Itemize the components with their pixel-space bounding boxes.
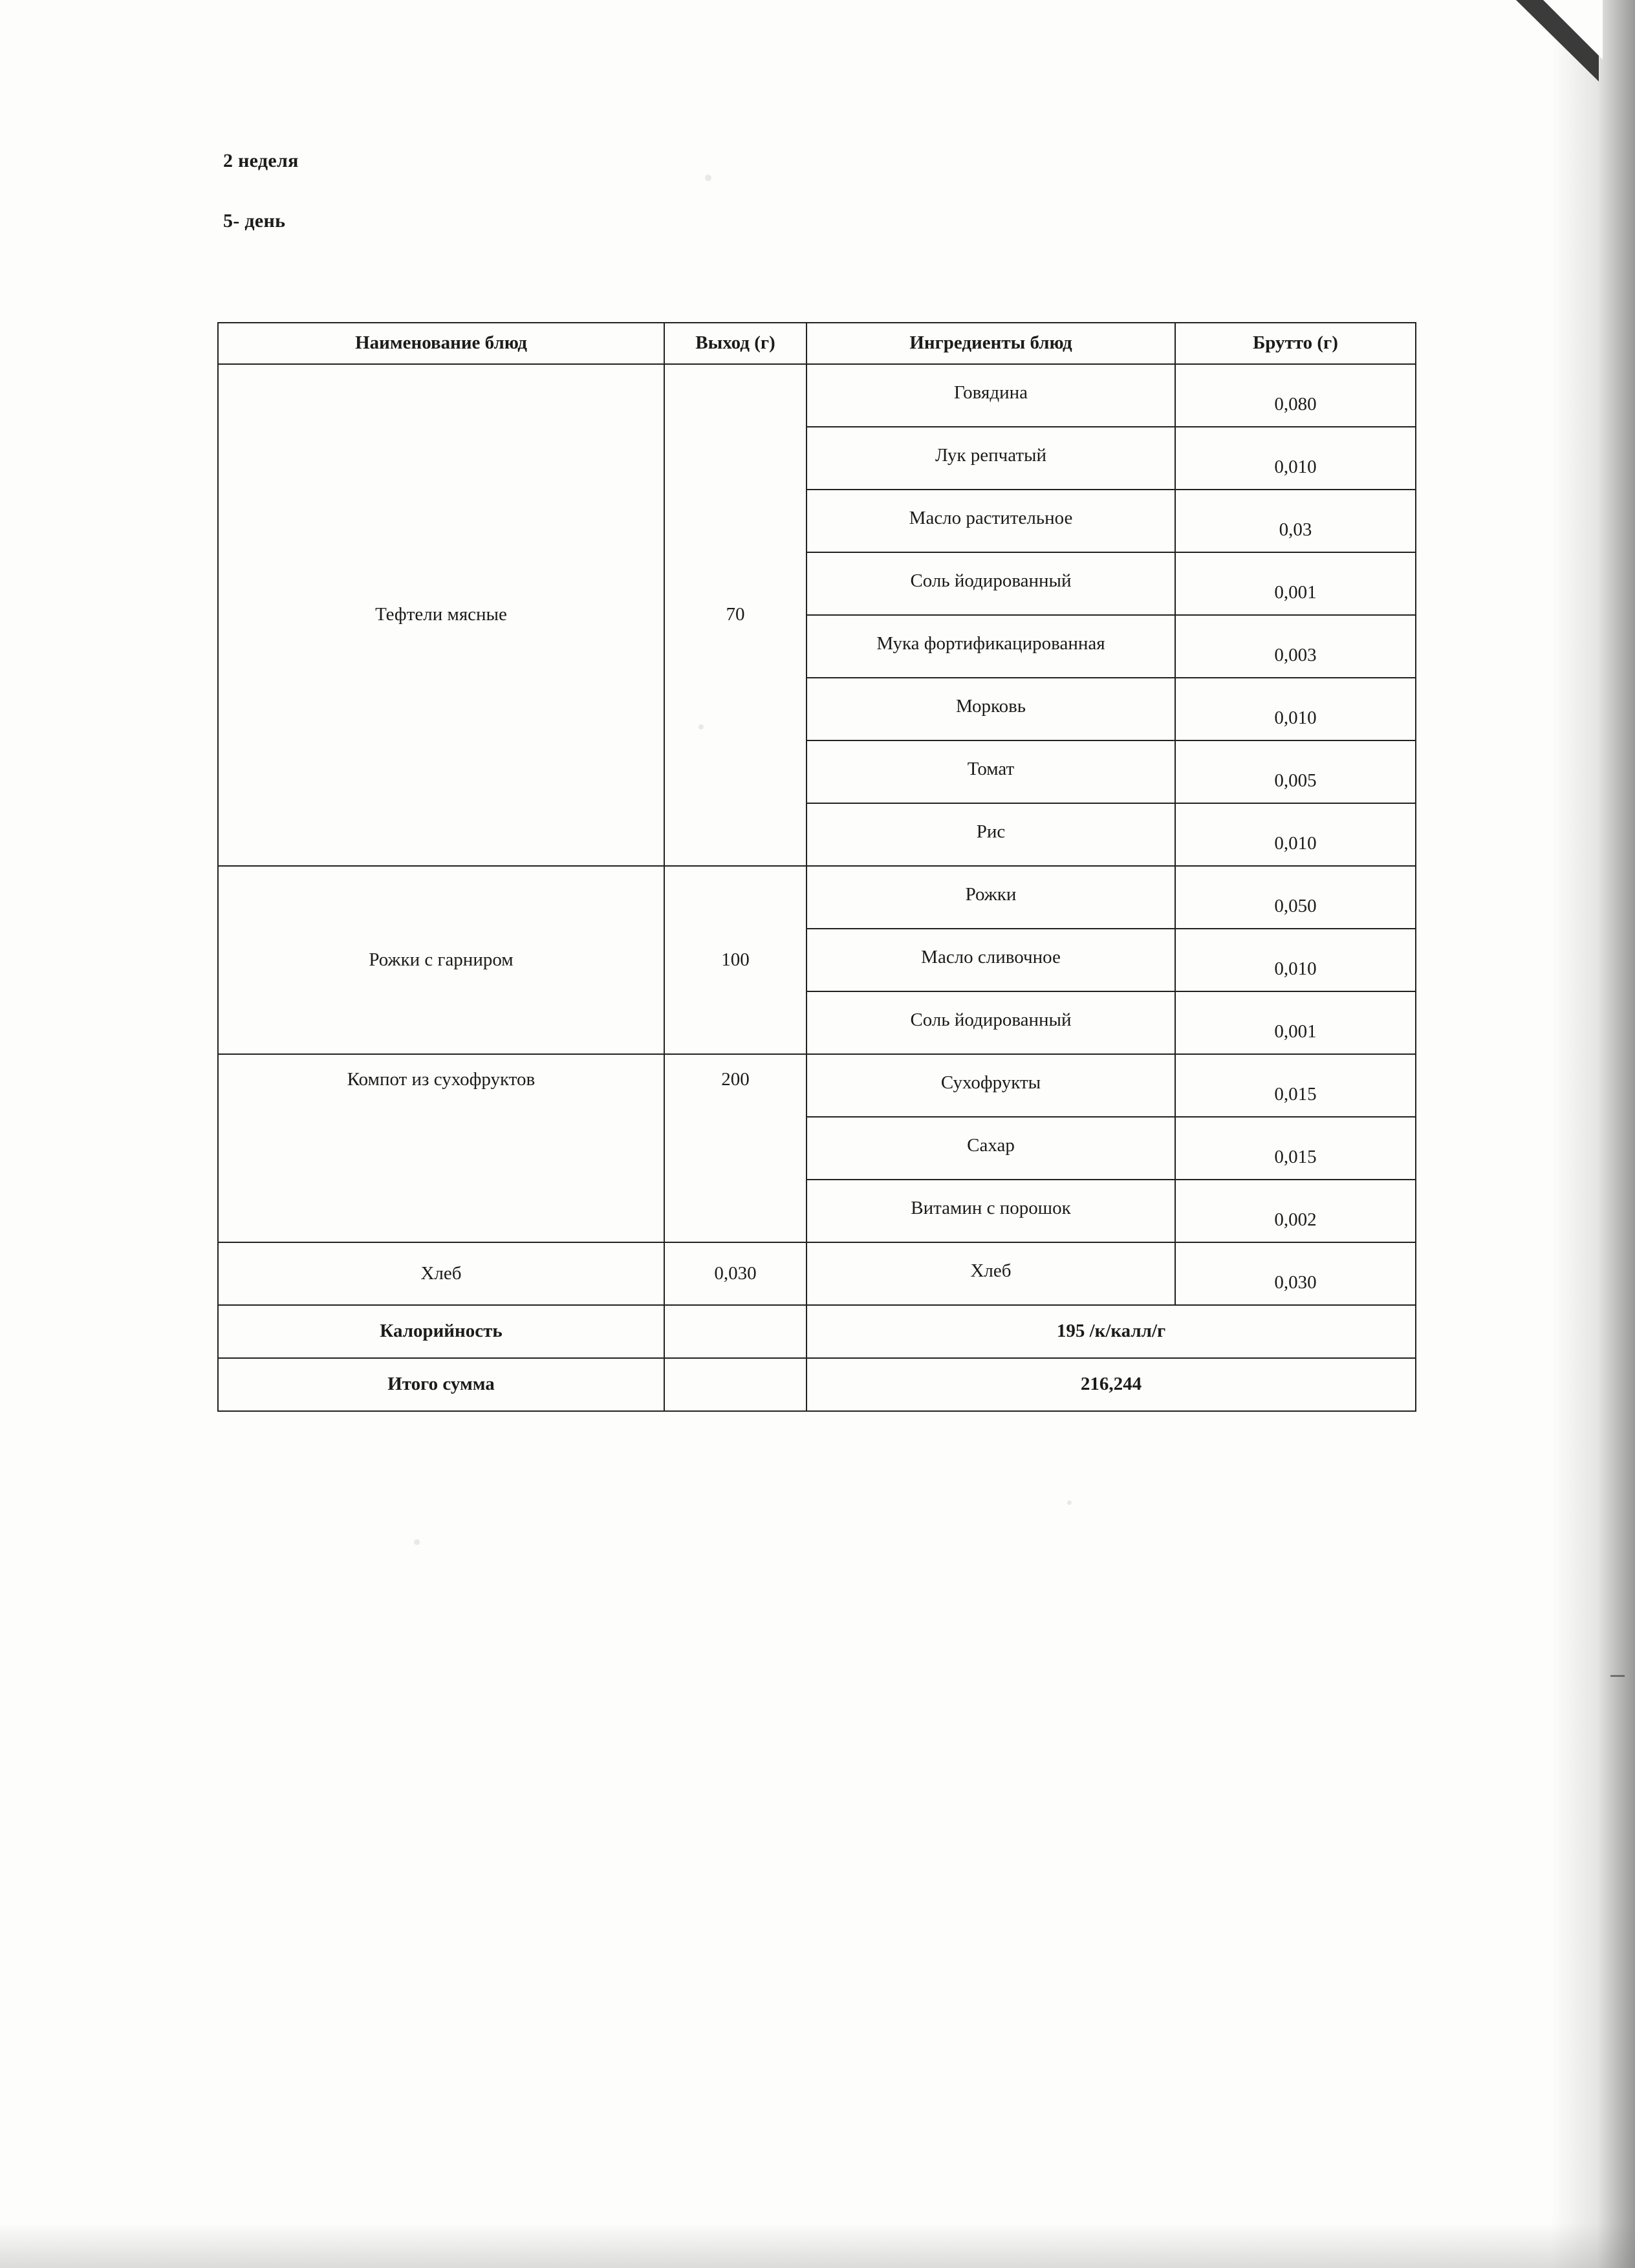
ingredient-name — [807, 1180, 1175, 1242]
scan-bottom-shadow — [0, 2223, 1635, 2268]
scan-folded-corner-inner — [1541, 0, 1603, 59]
scan-folded-corner — [1515, 0, 1599, 81]
ingredient-gross-text: 0,015 — [1274, 1146, 1317, 1167]
ingredient-gross-text: 0,010 — [1274, 456, 1317, 477]
scan-speck — [705, 175, 711, 181]
dish-name: Компот из сухофруктов — [218, 1054, 664, 1242]
ingredient-name-text: Мука фортификацированная — [876, 632, 1105, 654]
summary-output — [664, 1358, 807, 1411]
ingredient-gross-text: 0,002 — [1274, 1209, 1317, 1230]
ingredient-gross-text: 0,015 — [1274, 1083, 1317, 1105]
dish-name: Хлеб — [218, 1242, 664, 1305]
table-header-row — [218, 323, 1416, 364]
ingredient-name — [807, 866, 1175, 929]
ingredient-gross-text: 0,001 — [1274, 1021, 1317, 1042]
summary-label: Итого сумма — [218, 1358, 664, 1411]
ingredient-name — [807, 490, 1175, 552]
ingredient-gross — [1175, 991, 1416, 1054]
dish-name: Тефтели мясные — [218, 364, 664, 866]
ingredient-name — [807, 929, 1175, 991]
ingredient-name-text: Сахар — [967, 1134, 1015, 1156]
ingredient-name-text: Масло растительное — [909, 507, 1073, 528]
ingredient-gross-text: 0,03 — [1279, 519, 1312, 540]
ingredient-gross-text: 0,005 — [1274, 770, 1317, 791]
ingredient-gross — [1175, 866, 1416, 929]
ingredient-name-text: Соль йодированный — [910, 570, 1072, 591]
ingredient-name-text: Томат — [967, 758, 1015, 779]
table-row — [218, 866, 1416, 929]
summary-value: 195 /к/калл/г — [807, 1305, 1416, 1358]
ingredient-name — [807, 1054, 1175, 1117]
ingredient-gross — [1175, 740, 1416, 803]
header-gross: Брутто (г) — [1175, 323, 1416, 364]
week-label: 2 неделя — [223, 150, 299, 171]
summary-output — [664, 1305, 807, 1358]
ingredient-gross-text: 0,010 — [1274, 958, 1317, 979]
table-row — [218, 1054, 1416, 1117]
ingredient-gross-text: 0,010 — [1274, 707, 1317, 728]
ingredient-gross — [1175, 1054, 1416, 1117]
table-row — [218, 364, 1416, 427]
scan-edge-tick — [1610, 1675, 1625, 1677]
ingredient-name — [807, 1242, 1175, 1305]
scan-right-shadow — [1551, 0, 1635, 2268]
header-dish: Наименование блюд — [218, 323, 664, 364]
ingredient-name — [807, 740, 1175, 803]
ingredient-gross — [1175, 678, 1416, 740]
ingredient-gross — [1175, 1180, 1416, 1242]
summary-label: Калорийность — [218, 1305, 664, 1358]
ingredient-name — [807, 552, 1175, 615]
dish-name: Рожки с гарниром — [218, 866, 664, 1054]
ingredient-name-text: Масло сливочное — [921, 946, 1061, 967]
ingredient-name-text: Сухофрукты — [940, 1072, 1041, 1093]
ingredient-name-text: Рис — [976, 821, 1006, 842]
ingredient-gross — [1175, 929, 1416, 991]
ingredient-gross — [1175, 552, 1416, 615]
ingredient-name — [807, 1117, 1175, 1180]
header-ingredients: Ингредиенты блюд — [807, 323, 1175, 364]
ingredient-name-text: Лук репчатый — [935, 444, 1047, 466]
dish-output: 200 — [664, 1054, 807, 1242]
ingredient-gross — [1175, 1242, 1416, 1305]
ingredient-gross-text: 0,001 — [1274, 581, 1317, 603]
day-label: 5- день — [223, 210, 286, 232]
summary-value: 216,244 — [807, 1358, 1416, 1411]
scan-speck — [414, 1539, 420, 1545]
ingredient-name-text: Соль йодированный — [910, 1009, 1072, 1030]
ingredient-gross — [1175, 615, 1416, 678]
dish-output: 100 — [664, 866, 807, 1054]
ingredient-name — [807, 364, 1175, 427]
ingredient-name — [807, 991, 1175, 1054]
ingredient-gross-text: 0,010 — [1274, 832, 1317, 854]
ingredient-gross-text: 0,080 — [1274, 393, 1317, 415]
dish-output: 0,030 — [664, 1242, 807, 1305]
menu-table — [217, 322, 1416, 1412]
summary-row-total — [218, 1358, 1416, 1411]
header-output: Выход (г) — [664, 323, 807, 364]
scan-speck — [1067, 1500, 1072, 1505]
ingredient-gross-text: 0,030 — [1274, 1271, 1317, 1293]
ingredient-name-text: Хлеб — [970, 1260, 1012, 1281]
ingredient-gross — [1175, 490, 1416, 552]
ingredient-name-text: Рожки — [965, 883, 1017, 905]
ingredient-name-text: Витамин с порошок — [911, 1197, 1071, 1218]
summary-row-calories — [218, 1305, 1416, 1358]
ingredient-name — [807, 678, 1175, 740]
ingredient-name-text: Морковь — [955, 695, 1026, 717]
ingredient-gross-text: 0,003 — [1274, 644, 1317, 665]
ingredient-name-text: Говядина — [953, 382, 1028, 403]
table-row — [218, 1242, 1416, 1305]
dish-output: 70 — [664, 364, 807, 866]
ingredient-name — [807, 803, 1175, 866]
ingredient-gross — [1175, 364, 1416, 427]
ingredient-gross — [1175, 1117, 1416, 1180]
ingredient-gross-text: 0,050 — [1274, 895, 1317, 916]
ingredient-name — [807, 615, 1175, 678]
ingredient-gross — [1175, 427, 1416, 490]
ingredient-name — [807, 427, 1175, 490]
ingredient-gross — [1175, 803, 1416, 866]
